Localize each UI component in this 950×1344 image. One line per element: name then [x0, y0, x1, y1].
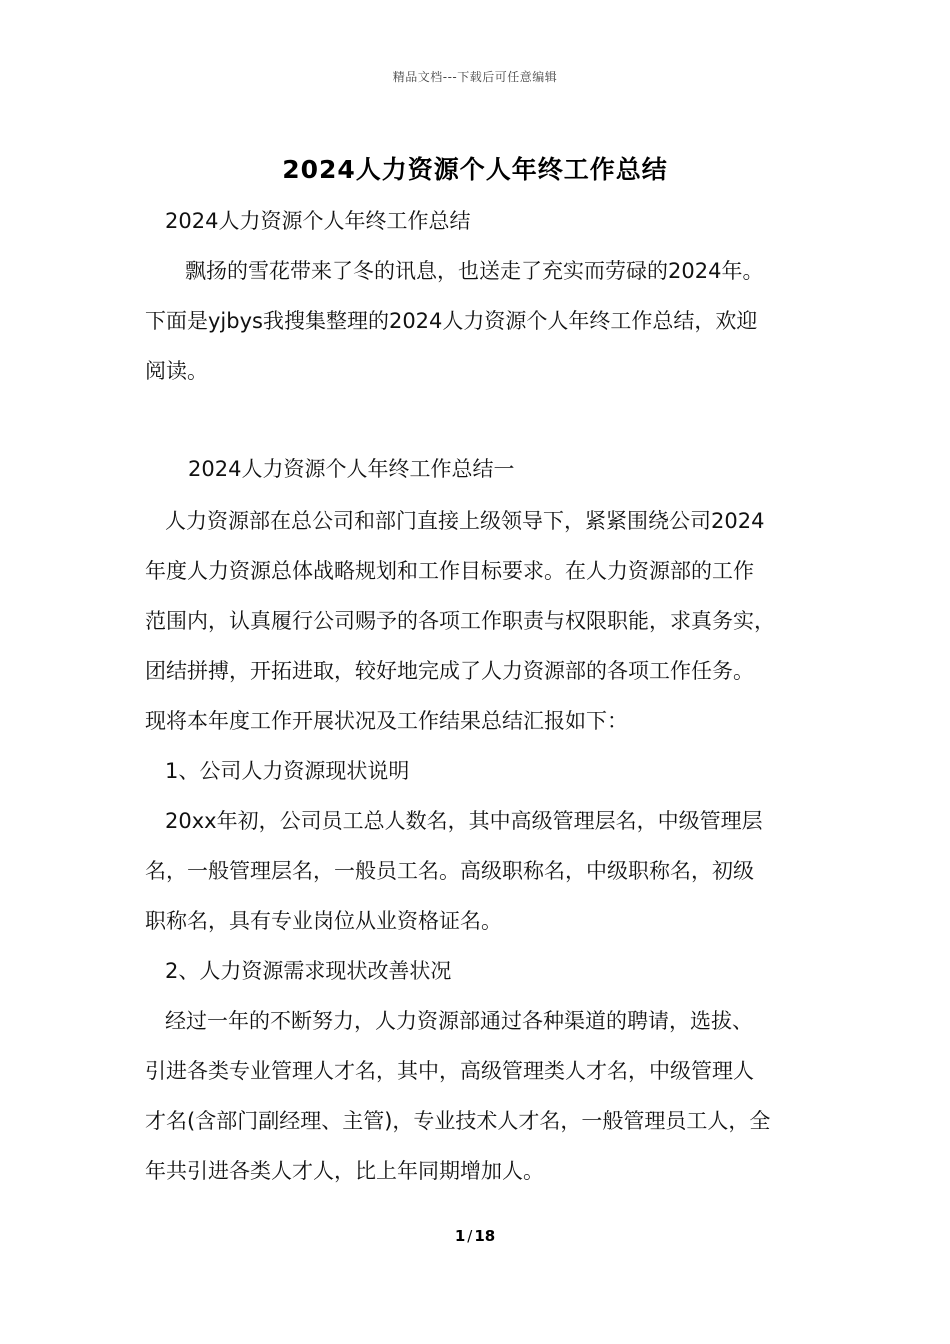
- running-header: 精品文档---下载后可任意编辑: [392, 70, 558, 84]
- total-pages: 18: [474, 1227, 496, 1245]
- body-line-6: 20xx年初，公司员工总人数名，其中高级管理层名，中级管理层: [165, 809, 763, 833]
- intro-line-2: 下面是yjbys我搜集整理的2024人力资源个人年终工作总结，欢迎: [145, 309, 758, 333]
- subtitle-line: 2024人力资源个人年终工作总结: [165, 209, 471, 233]
- page-separator: /: [467, 1227, 473, 1245]
- body-line-5: 现将本年度工作开展状况及工作结果总结汇报如下：: [145, 709, 628, 733]
- body-line-9: 经过一年的不断努力，人力资源部通过各种渠道的聘请，选拔、: [165, 1009, 753, 1033]
- body-line-10: 引进各类专业管理人才名，其中，高级管理类人才名，中级管理人: [145, 1059, 754, 1083]
- body-line-3: 范围内，认真履行公司赐予的各项工作职责与权限职能，求真务实，: [145, 609, 775, 633]
- item-heading-2: 2、人力资源需求现状改善状况: [165, 959, 452, 983]
- intro-line-3: 阅读。: [145, 359, 208, 383]
- document-title: 2024人力资源个人年终工作总结: [282, 155, 668, 184]
- body-line-11: 才名(含部门副经理、主管)，专业技术人才名，一般管理员工人，全: [145, 1109, 771, 1133]
- body-line-1: 人力资源部在总公司和部门直接上级领导下，紧紧围绕公司2024: [165, 509, 765, 533]
- body-line-12: 年共引进各类人才人，比上年同期增加人。: [145, 1159, 544, 1183]
- body-line-4: 团结拼搏，开拓进取，较好地完成了人力资源部的各项工作任务。: [145, 659, 754, 683]
- section-heading: 2024人力资源个人年终工作总结一: [188, 457, 515, 481]
- body-line-8: 职称名，具有专业岗位从业资格证名。: [145, 909, 502, 933]
- body-line-2: 年度人力资源总体战略规划和工作目标要求。在人力资源部的工作: [145, 559, 754, 583]
- body-line-7: 名，一般管理层名，一般员工名。高级职称名，中级职称名，初级: [145, 859, 754, 883]
- page-number: [0, 1227, 950, 1245]
- item-heading-1: 1、公司人力资源现状说明: [165, 759, 410, 783]
- intro-line-1: 飘扬的雪花带来了冬的讯息，也送走了充实而劳碌的2024年。: [185, 259, 764, 283]
- current-page: 1: [454, 1227, 466, 1245]
